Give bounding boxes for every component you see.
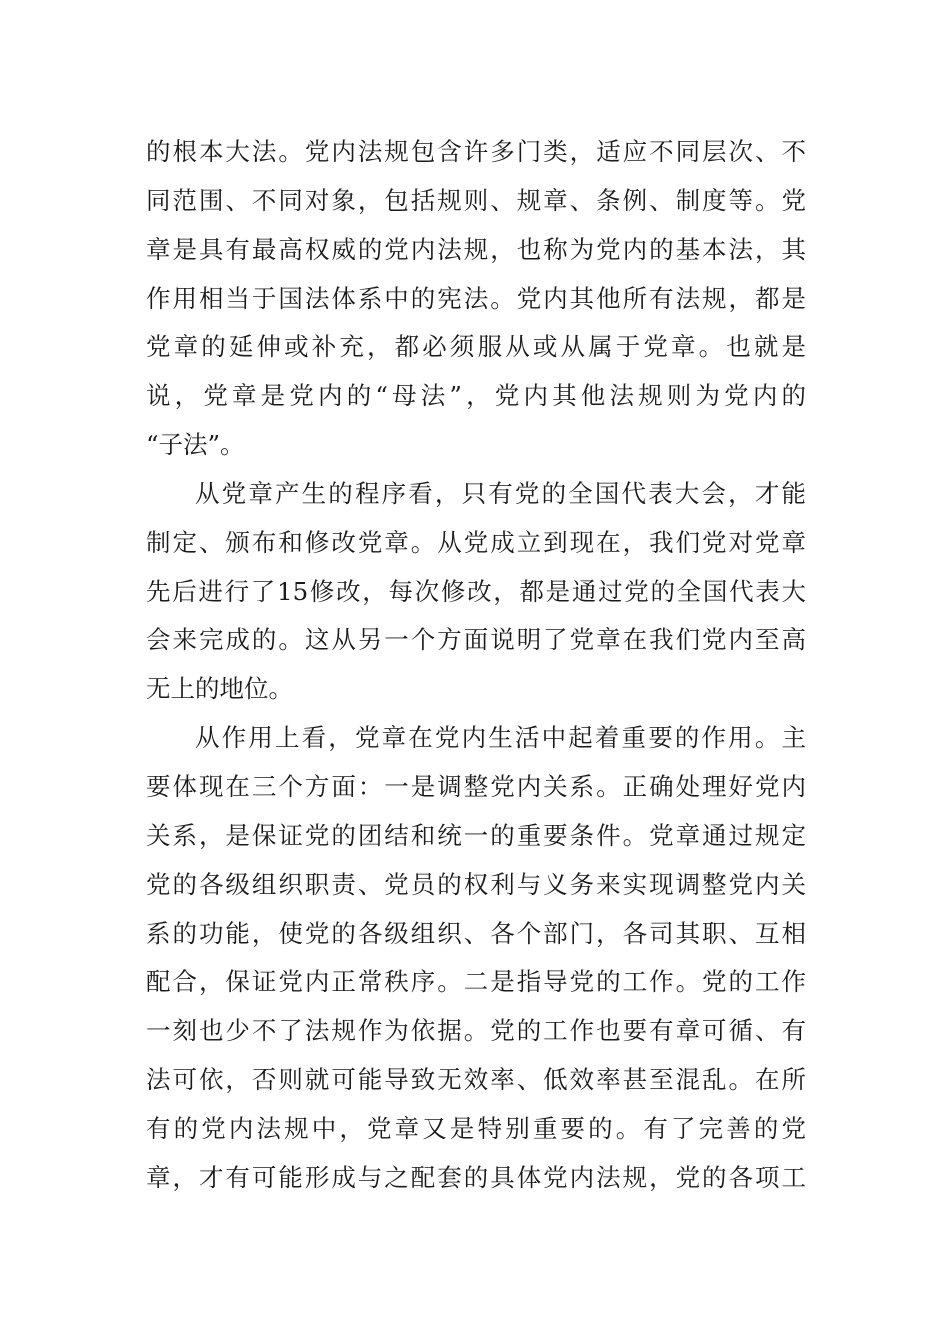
text-line: 配合，保证党内正常秩序。二是指导党的工作。党的工作 bbox=[146, 967, 806, 997]
text-line: 说，党章是党内的“母法”，党内其他法规则为党内的 bbox=[146, 381, 806, 411]
paragraph-3 bbox=[146, 714, 806, 1202]
text-line: 从党章产生的程序看，只有党的全国代表大会，才能 bbox=[195, 478, 806, 508]
text-line: 从作用上看，党章在党内生活中起着重要的作用。主 bbox=[195, 723, 806, 753]
text-line: 关系，是保证党的团结和统一的重要条件。党章通过规定 bbox=[146, 820, 806, 850]
text-line: 一刻也少不了法规作为依据。党的工作也要有章可循、有 bbox=[146, 1016, 806, 1046]
text-line: 会来完成的。这从另一个方面说明了党章在我们党内至高 bbox=[146, 625, 806, 655]
text-line: 先后进行了15修改，每次修改，都是通过党的全国代表大 bbox=[146, 576, 806, 606]
text-line: 法可依，否则就可能导致无效率、低效率甚至混乱。在所 bbox=[146, 1065, 806, 1095]
text-line: 要体现在三个方面：一是调整党内关系。正确处理好党内 bbox=[146, 771, 806, 801]
text-line: 有的党内法规中，党章又是特别重要的。有了完善的党 bbox=[146, 1113, 806, 1143]
text-line: 党章的延伸或补充，都必须服从或从属于党章。也就是 bbox=[146, 332, 806, 362]
text-line: 制定、颁布和修改党章。从党成立到现在，我们党对党章 bbox=[146, 527, 806, 557]
text-line: 无上的地位。 bbox=[146, 674, 293, 704]
text-line: “子法”。 bbox=[146, 430, 245, 460]
paragraph-2 bbox=[146, 470, 806, 714]
text-line: 章是具有最高权威的党内法规，也称为党内的基本法，其 bbox=[146, 234, 806, 264]
text-line: 章，才有可能形成与之配套的具体党内法规，党的各项工 bbox=[146, 1162, 806, 1192]
document-body bbox=[146, 128, 806, 1203]
paragraph-1 bbox=[146, 128, 806, 470]
text-line: 同范围、不同对象，包括规则、规章、条例、制度等。党 bbox=[146, 185, 806, 215]
text-line: 的根本大法。党内法规包含许多门类，适应不同层次、不 bbox=[146, 137, 806, 166]
text-line: 系的功能，使党的各级组织、各个部门，各司其职、互相 bbox=[146, 918, 806, 948]
text-line: 党的各级组织职责、党员的权利与义务来实现调整党内关 bbox=[146, 869, 806, 899]
text-line: 作用相当于国法体系中的宪法。党内其他所有法规，都是 bbox=[146, 283, 806, 313]
